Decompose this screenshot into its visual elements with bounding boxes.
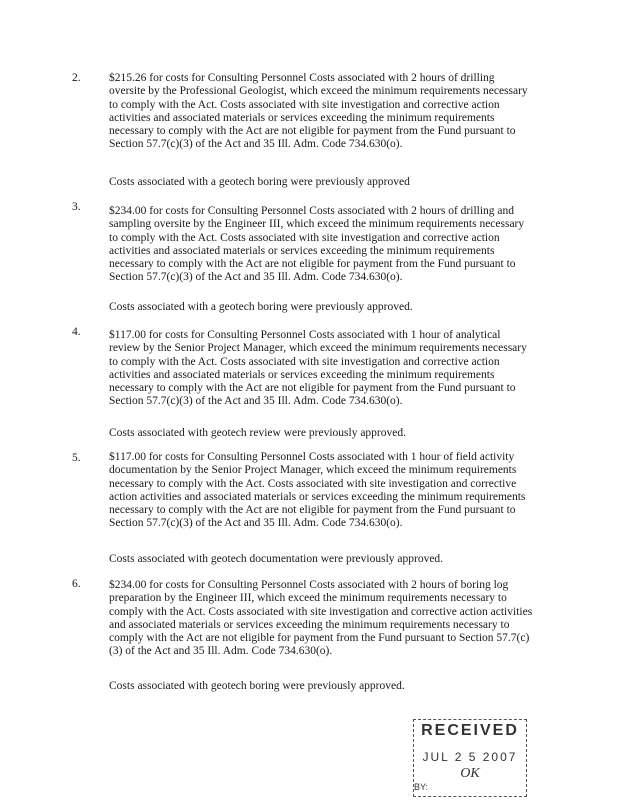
stamp-date: JUL 2 5 2007 <box>422 750 518 764</box>
stamp-by-label: BY: <box>414 782 429 792</box>
item-note: Costs associated with a geotech boring were previously approved <box>109 176 410 188</box>
item-paragraph: $215.26 for costs for Consulting Personnel Costs associated with 2 hours of drilling oversite by the Professional Geologist, which exceed the minimum requirements necessary to comply with the Act. Costs associated with site investigation and corrective action activities and associated materials or services exceeding the minimum requirements necessary to comply with the Act are not eligible for payment from the Fund pursuant to Section 57.7(c)(3) of the Act and 35 Ill. Adm. Code 734.630(o). <box>109 72 528 151</box>
item-paragraph: $117.00 for costs for Consulting Personnel Costs associated with 1 hour of analytical review by the Senior Project Manager, which exceed the minimum requirements necessary to comply with the Act. Costs associated with site investigation and corrective action activities and associated materials or services exceeding the minimum requirements necessary to comply with the Act are not eligible for payment from the Fund pursuant to Section 57.7(c)(3) of the Act and 35 Ill. Adm. Code 734.630(o). <box>109 329 527 408</box>
item-paragraph: $117.00 for costs for Consulting Personnel Costs associated with 1 hour of field activity documentation by the Senior Project Manager, which exceed the minimum requirements necessary to comply with the Act. Costs associated with site investigation and corrective action activities and associated materials or services exceeding the minimum requirements necessary to comply with the Act are not eligible for payment from the Fund pursuant to Section 57.7(c)(3) of the Act and 35 Ill. Adm. Code 734.630(o). <box>109 451 526 530</box>
item-number: 4. <box>72 326 81 338</box>
item-note: Costs associated with geotech documentation were previously approved. <box>109 553 444 565</box>
stamp-title: RECEIVED <box>421 722 519 739</box>
received-stamp <box>413 719 527 797</box>
item-number: 5. <box>72 452 81 464</box>
item-paragraph: $234.00 for costs for Consulting Personnel Costs associated with 2 hours of drilling and sampling oversite by the Engineer III, which exceed the minimum requirements necessary to comply with the Act. Costs associated with site investigation and corrective action activities and associated materials or services exceeding the minimum requirements necessary to comply with the Act are not eligible for payment from the Fund pursuant to Section 57.7(c)(3) of the Act and 35 Ill. Adm. Code 734.630(o). <box>109 205 525 284</box>
item-number: 6. <box>72 578 81 590</box>
item-note: Costs associated with geotech boring were previously approved. <box>109 680 405 692</box>
item-note: Costs associated with a geotech boring were previously approved. <box>109 301 413 313</box>
item-number: 3. <box>72 201 81 213</box>
item-note: Costs associated with geotech review were previously approved. <box>109 427 406 439</box>
item-number: 2. <box>72 72 81 84</box>
stamp-initials: OK <box>460 766 480 781</box>
item-paragraph: $234.00 for costs for Consulting Personnel Costs associated with 2 hours of boring log preparation by the Engineer III, which exceed the minimum requirements necessary to comply with the Act. Costs associated with site investigation and corrective action activities and associated materials or services exceeding the minimum requirements necessary to comply with the Act are not eligible for payment from the Fund pursuant to Section 57.7(c)(3) of the Act and 35 Ill. Adm. Code 734.630(o). <box>109 579 533 658</box>
